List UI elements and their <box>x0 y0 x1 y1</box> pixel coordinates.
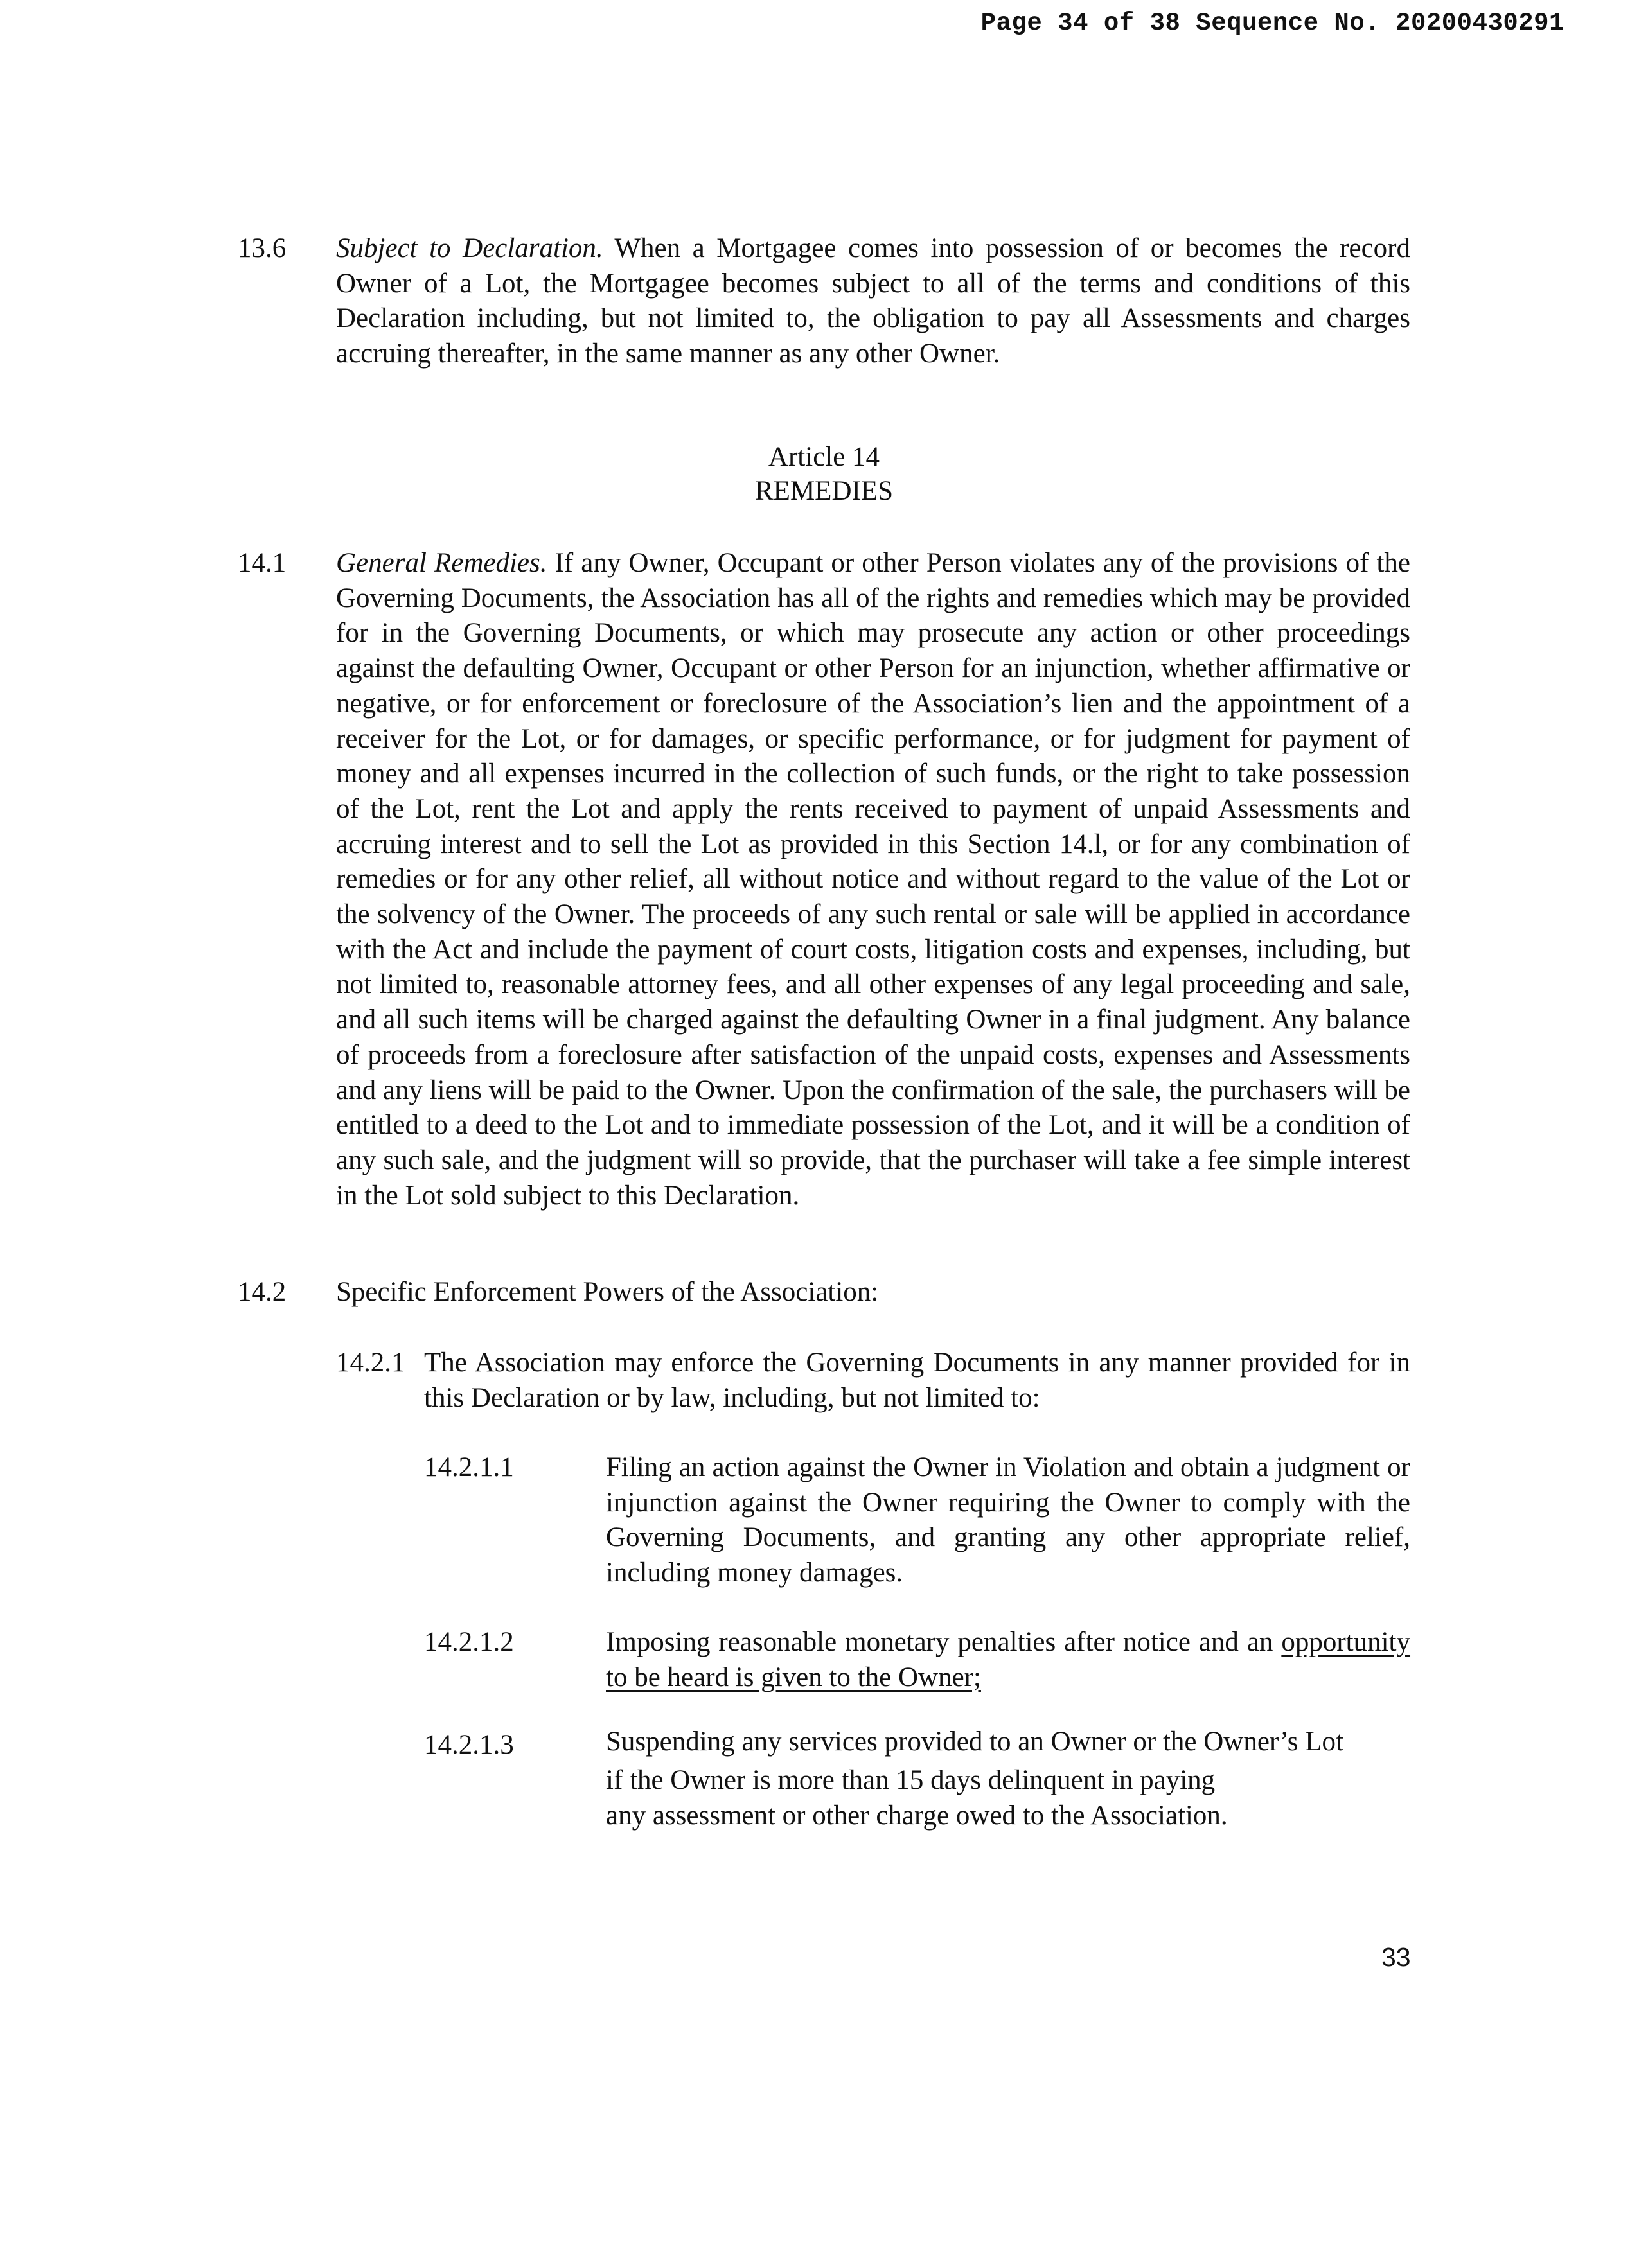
section-number-13-6: 13.6 <box>238 233 287 263</box>
section-13-6-heading: Subject to Declaration. <box>336 233 603 263</box>
item-14-2-1-2-underlined-text: opportunity to be heard is given to the Owner; <box>606 1627 1411 1692</box>
item-14-2-1-3-line-1: Suspending any services provided to an Owner or the Owner’s Lot <box>606 1727 1344 1757</box>
section-number-14-1: 14.1 <box>238 548 287 578</box>
item-14-2-1-1-text: Filing an action against the Owner in Violation and obtain a judgment or injunction against the Owner requiring the Owner to comply with the Governing Documents, and granting any other appropriate relief, including money damages. <box>606 1452 1410 1588</box>
section-14-1-text: If any Owner, Occupant or other Person violates any of the provisions of the Governing Documents, the Association has all of the rights and remedies which may be provided for in the Governing Documents, or which may prosecute any action or other proceedings against the defaulting Owner, Occupant or other Person for an injunction, whether affirmative or negative, or for enforcement or foreclosure of the Association’s lien and the appointment of a receiver for the Lot, or for damages, or specific performance, or for judgment for payment of money and all expenses incurred in the collection of such funds, or the right to take possession of the Lot, rent the Lot and apply the rents received to payment of unpaid Assessments and accruing interest and to sell the Lot as provided in this Section 14.l, or for any combination of remedies or for any other relief, all without notice and without regard to the value of the Lot or the solvency of the Owner. The proceeds of any such rental or sale will be applied in accordance with the Act and include the payment of court costs, litigation costs and expenses, including, but not limited to, reasonable attorney fees, and all other expenses of any legal proceeding and sale, and all such items will be charged against the defaulting Owner in a final judgment. Any balance of proceeds from a foreclosure after satisfaction of the unpaid costs, expenses and Assessments and any liens will be paid to the Owner. Upon the confirmation of the sale, the purchasers will be entitled to a deed to the Lot and to immediate possession of the Lot, and it will be a condition of any such sale, and the judgment will so provide, that the purchaser will take a fee simple interest in the Lot sold subject to this Declaration. <box>336 548 1410 1211</box>
item-number-14-2-1-1: 14.2.1.1 <box>424 1452 514 1482</box>
document-stamp-header: Page 34 of 38 Sequence No. 20200430291 <box>980 9 1564 37</box>
item-number-14-2-1-3: 14.2.1.3 <box>424 1730 514 1760</box>
item-14-2-1-2-paragraph <box>606 1625 1410 1695</box>
section-14-2-text: Specific Enforcement Powers of the Association: <box>336 1277 879 1307</box>
item-14-2-1-3-line-2: if the Owner is more than 15 days delinquent in paying <box>606 1765 1216 1795</box>
item-14-2-1-2-text: Imposing reasonable monetary penalties after notice and an <box>606 1627 1273 1657</box>
section-14-1-paragraph <box>336 546 1410 1213</box>
article-number: Article 14 <box>768 442 880 472</box>
item-14-2-1-3-line-3: any assessment or other charge owed to the Association. <box>606 1800 1228 1831</box>
section-number-14-2-1: 14.2.1 <box>336 1348 405 1378</box>
item-number-14-2-1-2: 14.2.1.2 <box>424 1627 514 1657</box>
section-13-6-text: When a Mortgagee comes into possession of or becomes the record Owner of a Lot, the Mortgagee becomes subject to all of the terms and conditions of this Declaration including, but not limited to, the obligation to pay all Assessments and charges accruing thereafter, in the same manner as any other Owner. <box>336 233 1410 369</box>
section-number-14-2: 14.2 <box>238 1277 287 1307</box>
section-14-1-heading: General Remedies. <box>336 548 547 578</box>
page-number: 33 <box>1381 1942 1411 1972</box>
section-14-2-1-text: The Association may enforce the Governing Documents in any manner provided for in this Declaration or by law, including, but not limited to: <box>424 1348 1410 1413</box>
article-title: REMEDIES <box>755 476 893 506</box>
section-13-6-paragraph <box>336 231 1410 372</box>
